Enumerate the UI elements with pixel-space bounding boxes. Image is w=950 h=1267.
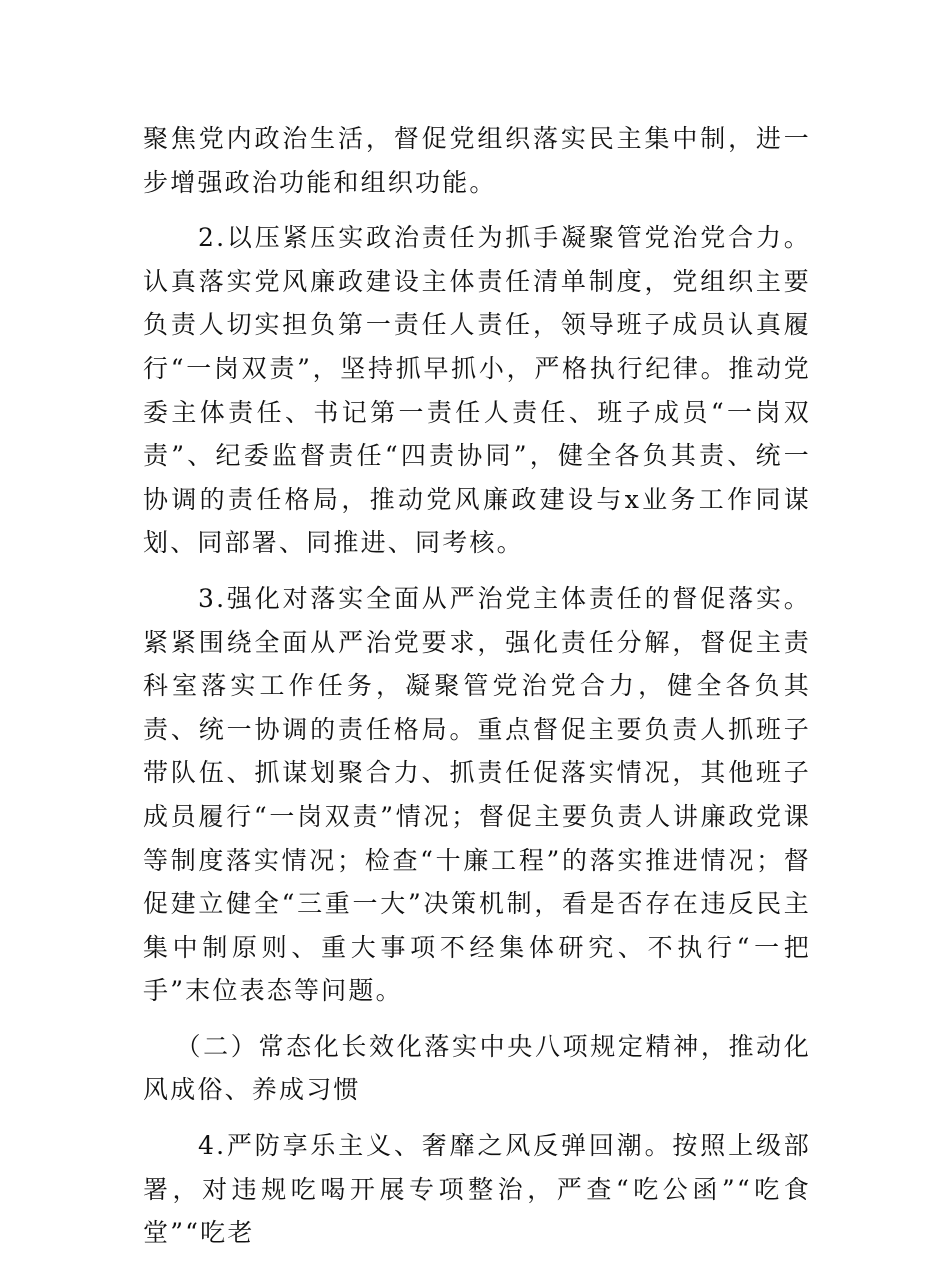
- paragraph-item-3: 3.强化对落实全面从严治党主体责任的督促落实。紧紧围绕全面从严治党要求，强化责任分解，督促主责科室落实工作任务，凝聚管党治党合力，健全各负其责、统一协调的责任格局。重点督促主要负责人抓班子带队伍、抓谋划聚合力、抓责任促落实情况，其他班子成员履行“一岗双责”情况；督促主要负责人讲廉政党课等制度落实情况；检查“十廉工程”的落实推进情况；督促建立健全“三重一大”决策机制，看是否存在违反民主集中制原则、重大事项不经集体研究、不执行“一把手”末位表态等问题。: [143, 583, 811, 1006]
- paragraph-item-2: 2.以压紧压实政治责任为抓手凝聚管党治党合力。认真落实党风廉政建设主体责任清单制度，党组织主要负责人切实担负第一责任人责任，领导班子成员认真履行“一岗双责”，坚持抓早抓小，严格执行纪律。推动党委主体责任、书记第一责任人责任、班子成员“一岗双责”、纪委监督责任“四责协同”，健全各负其责、统一协调的责任格局，推动党风廉政建设与x业务工作同谋划、同部署、同推进、同考核。: [143, 223, 811, 558]
- section-heading-2: （二）常态化长效化落实中央八项规定精神，推动化风成俗、养成习惯: [143, 1031, 811, 1105]
- document-body: [143, 117, 811, 1267]
- paragraph-item-4: 4.严防享乐主义、奢靡之风反弹回潮。按照上级部署，对违规吃喝开展专项整治，严查“吃公函”“吃食堂”“吃老: [143, 1131, 811, 1248]
- paragraph-continuation: 聚焦党内政治生活，督促党组织落实民主集中制，进一步增强政治功能和组织功能。: [143, 124, 811, 197]
